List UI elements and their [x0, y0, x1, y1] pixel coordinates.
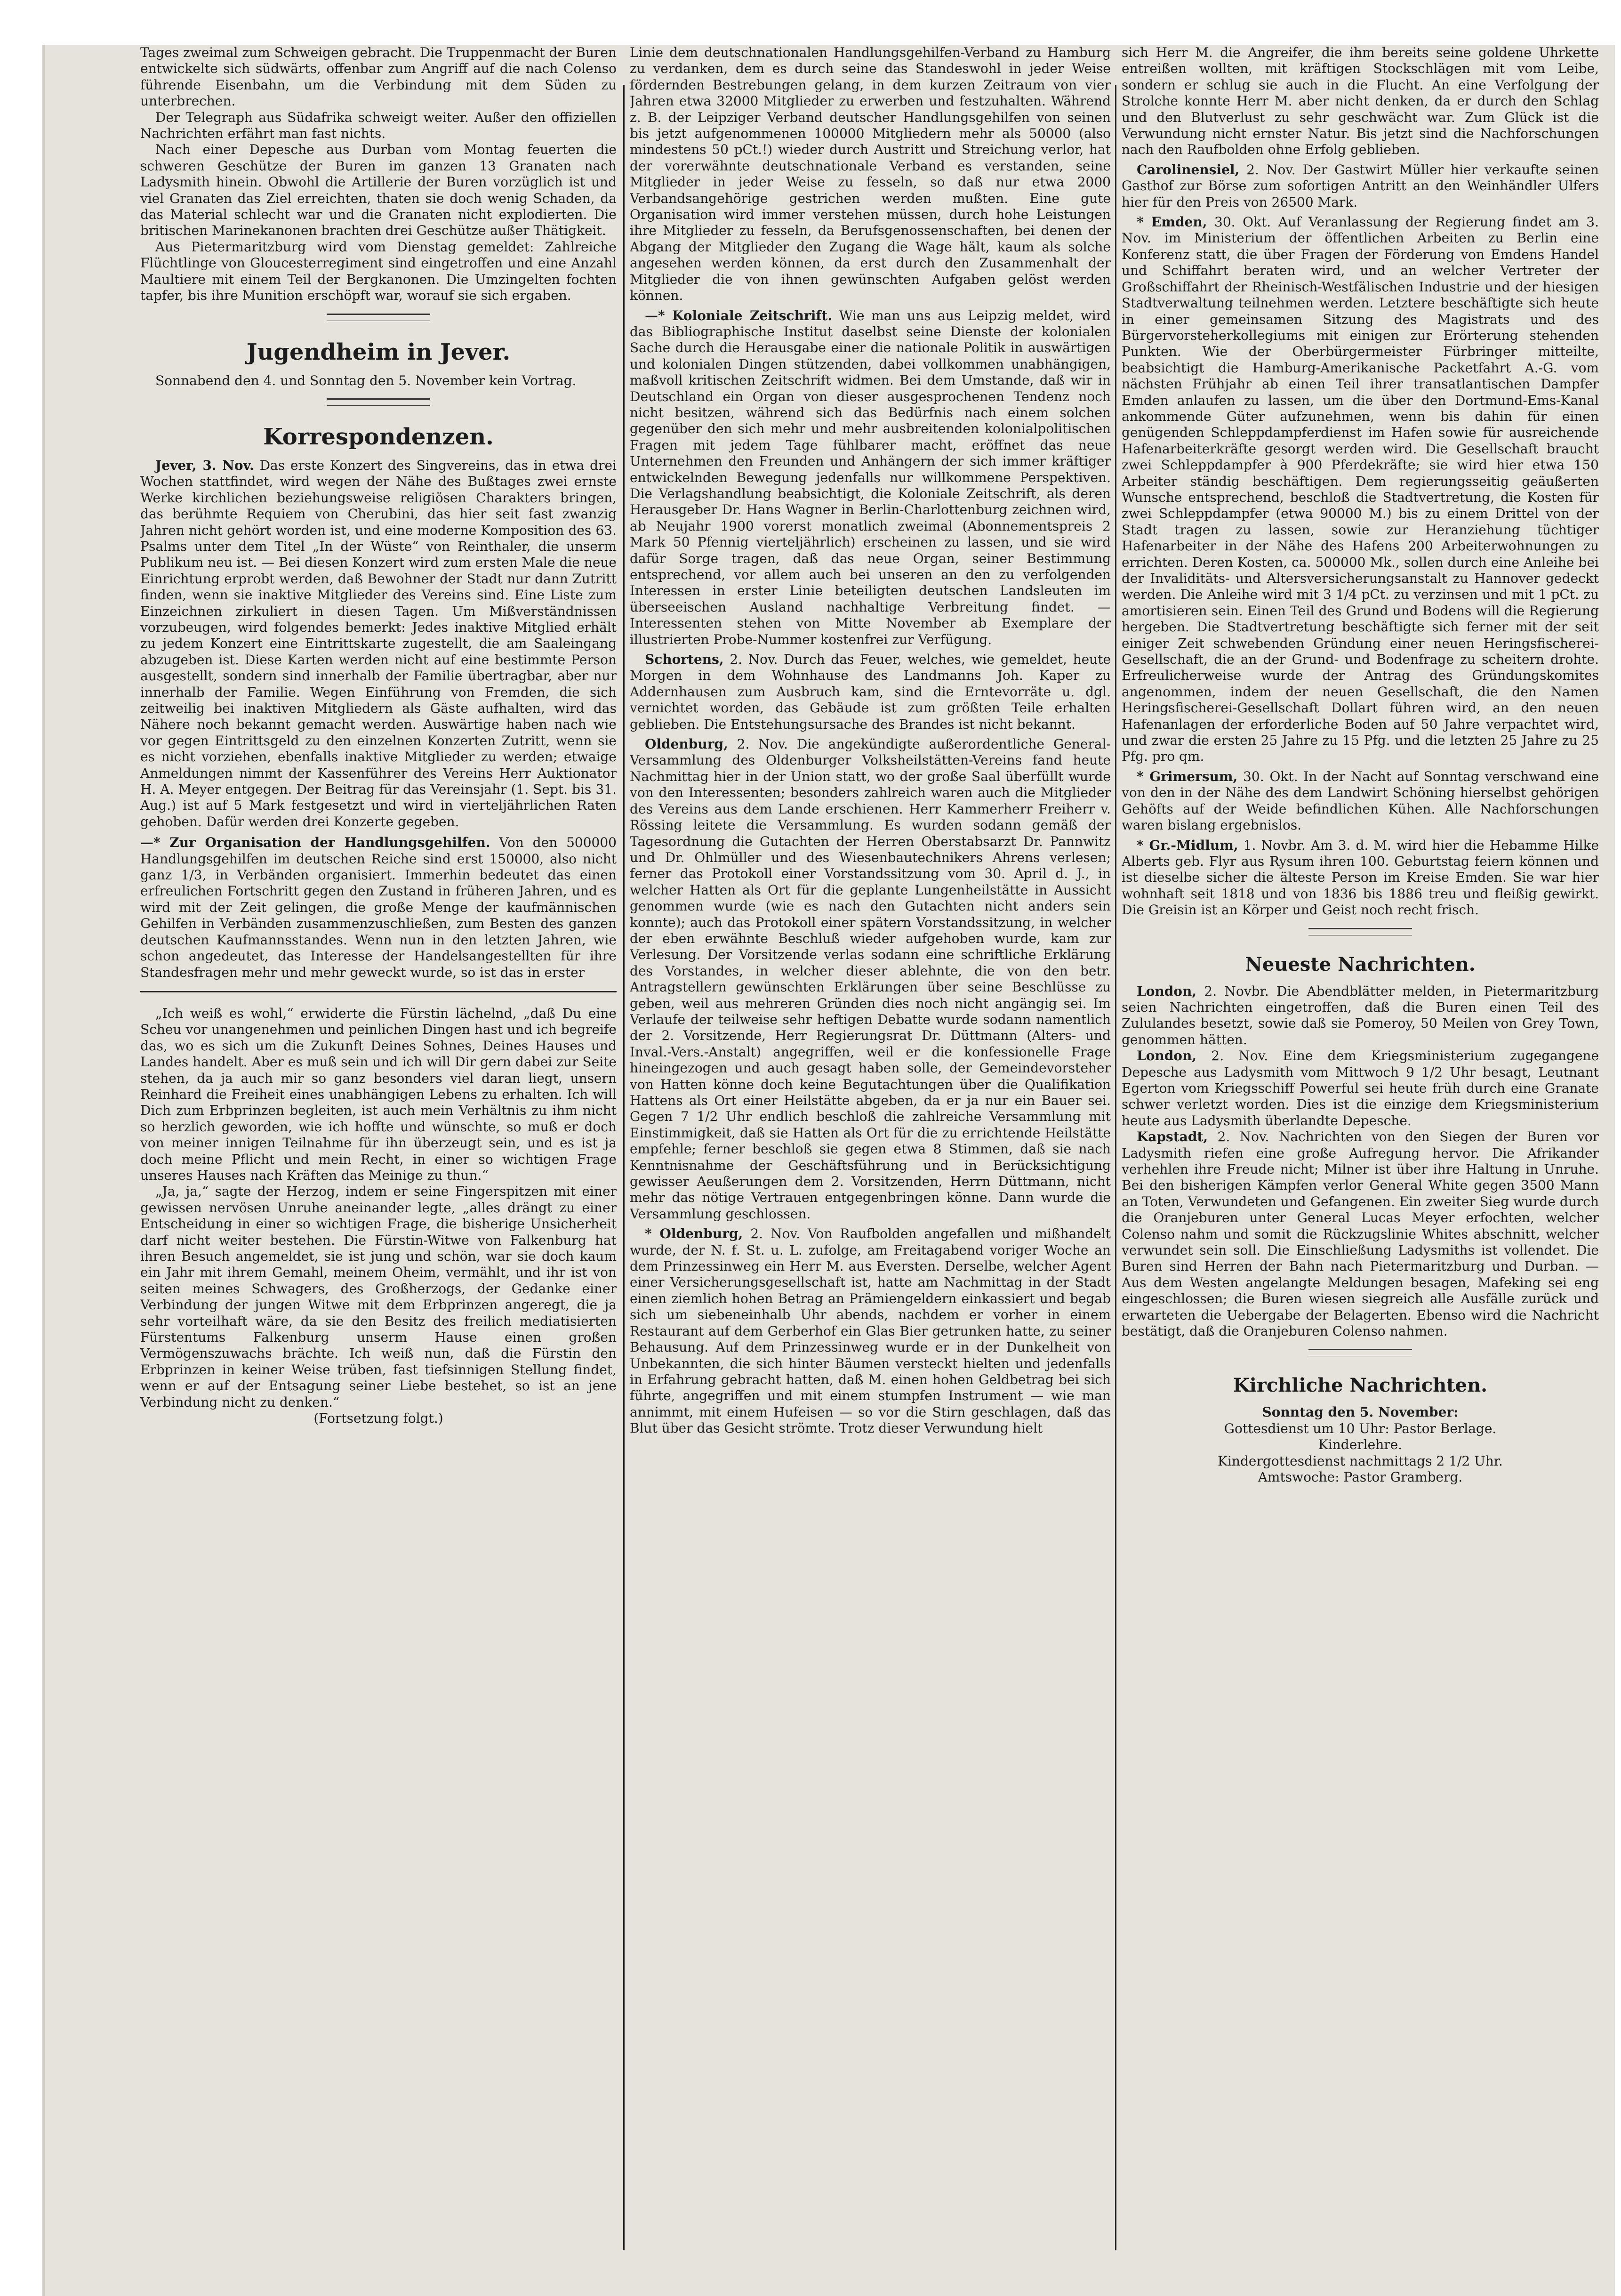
place-title: Kapstadt, [1137, 1129, 1208, 1145]
dateline: 2. Nov. [1246, 161, 1296, 177]
article-text: Aus Pietermaritzburg wird vom Dienstag gemeldet: Zahlreiche Flüchtlinge von Gloucesterregiment sind eingetroffen und eine Anzahl Maultiere mit einem Teil der Bergkanonen. Die Umzingelten fochten tapfer, bis ihre Munition erschöpft war, worauf sie sich ergaben. [140, 239, 617, 304]
article-text: In der Nacht auf Sonntag verschwand eine von den in der Nähe des dem Landwirt Schöning hierselbst gehörigen Gehöfts auf der Weide befindlichen Kühen. Alle Nachforschungen waren bislang ergebnislos. [1122, 768, 1599, 833]
column-3 [1122, 45, 1599, 1486]
article-text: Die angekündigte außerordentliche General-Versammlung des Oldenburger Volksheilstätten-Vereins fand heute Nachmittag hier in der Union statt, wo der große Saal überfüllt wurde von den Interessenten; besonders zahlreich waren auch die Mitglieder des Vereins aus dem Lande erschienen. Herr Kammerherr Freiherr v. Rössing leitete die Versammlung. Es wurden sodann gemäß der Tagesordnung die Gutachten der Herren Oberstabsarzt Dr. Pannwitz und Dr. Ohlmüller und des Wiesenbautechnikers Ahrens verlesen; ferner das Protokoll einer Vorstandssitzung vom 30. April d. J., in welcher Hatten als Ort für die geplante Lungenheilstätte in Aussicht genommen wurde (wie es nach den Gutachten nicht anders sein konnte); auch das Protokoll einer spätern Vorstandssitzung, in welcher der eben erwähnte Beschluß wieder aufgehoben wurde, kam zur Verlesung. Der Vorsitzende verlas sodann eine schriftliche Erklärung des Vorstandes, in welcher dieser ablehnte, die von den betr. Antragstellern gewünschten Erklärungen über seine Beschlüsse zu geben, weil aus mehreren Gründen dies noch nicht angängig sei. Im Verlaufe der teilweise sehr heftigen Debatte wurde sodann namentlich der 2. Vorsitzende, Herr Regierungsrat Dr. Düttmann (Alters- und Inval.-Vers.-Anstalt) angegriffen, weil er die konfessionelle Frage hineingezogen und auch gesagt haben solle, der Gemeindevorsteher von Hatten könne doch keine Begutachtungen über die Qualifikation Hattens als Ort einer Heilstätte abgeben, da er ja nur ein Bauer sei. Gegen 7 1/2 Uhr endlich beschloß die zahlreiche Versammlung mit Einstimmigkeit, daß sie Hatten als Ort für die zu errichtende Heilstätte empfehle; ferner beschloß sie gegen etwa 8 Stimmen, daß sie nach Kenntnisnahme der Geschäftsführung und in Berücksichtigung gewisser Aeußerungen dem 2. Vorsitzenden, Herrn Düttmann, nicht mehr das nötige Vertrauen entgegenbringen könne. Dann wurde die Versammlung geschlossen. [630, 736, 1111, 1222]
column-2 [630, 45, 1111, 1437]
feuilleton-text: „Ich weiß es wohl,“ erwiderte die Fürstin lächelnd, „daß Du eine Scheu vor unangenehmen und peinlichen Dingen hast und ich begreife das, wo es sich um die Zukunft Deines Sohnes, Deines Hauses und Landes handelt. Aber es muß sein und ich will Dir gern dabei zur Seite stehen, da ja auch mir so ganz besonders viel daran liegt, unsern Reinhard die Freiheit eines unabhängigen Lebens zu erhalten. Ich will Dich zum Erbprinzen begleiten, ist auch mein Verhältnis zu ihm nicht so herzlich geworden, wie ich hoffte und wünschte, so muß er doch von meiner innigen Teilnahme für ihn überzeugt sein, und es ist ja doch meine Pflicht und mein Recht, in einer so wichtigen Frage unseres Hauses nach Kräften das Meinige zu thun.“ [140, 1005, 617, 1183]
dateline: 2. Nov. [737, 736, 788, 752]
article-text: Durch das Feuer, welches, wie gemeldet, heute Morgen in dem Wohnhause des Landmanns Joh. Kaper zu Addernhausen zum Ausbruch kam, sind die Erntevorräte u. dgl. vernichtet worden, das Gebäude ist zum größten Teile erhalten geblieben. Die Entstehungsursache des Brandes ist nicht bekannt. [630, 652, 1111, 732]
article-text: Der Gastwirt Müller hier verkaufte seinen Gasthof zur Börse zum sofortigen Antritt an den Weinhändler Ulfers hier für den Preis von 26500 Mark. [1122, 161, 1599, 210]
column-rule-right [1115, 85, 1116, 2250]
article-organisation [140, 835, 617, 981]
church-kids-service: Kindergottesdienst nachmittags 2 1/2 Uhr. [1218, 1453, 1503, 1469]
place-title: Carolinensiel, [1137, 161, 1240, 177]
dateline: 2. Nov. [750, 1226, 800, 1242]
place-title: London, [1137, 983, 1197, 999]
article-text: Von Raufbolden angefallen und mißhandelt wurde, der N. f. St. u. L. zufolge, am Freitagabend voriger Woche an dem Prinzessinweg ein Herr M. aus Eversten. Derselbe, welcher Agent einer Versicherungsgesellschaft ist, hatte am Nachmittag in der Stadt einen ziemlich hohen Betrag an Prämiengeldern einkassiert und begab sich um siebeneinhalb Uhr abends, nachdem er vorher in einem Restaurant auf dem Gerberhof ein Glas Bier getrunken hatte, zu seiner Behausung. Auf dem Prinzessinweg wurde er in der Dunkelheit von Unbekannten, die sich hinter Bäumen versteckt hielten und jedenfalls in Erfahrung gebracht hatten, daß M. einen hohen Geldbetrag bei sich führte, angegriffen und mit einem stumpfen Instrument — wie man annimmt, mit einem Hufeisen — so vor die Stirn geschlagen, daß das Blut über das Gesicht strömte. Trotz dieser Verwundung hielt [630, 1226, 1111, 1436]
feuilleton-text: „Ja, ja,“ sagte der Herzog, indem er seine Fingerspitzen mit einer gewissen nervösen Unruhe aneinander legte, „alles drängt zu einer Entscheidung in einer so wichtigen Frage, die bisherige Unsicherheit darf nicht weiter bestehen. Die Fürstin-Witwe von Falkenburg hat ihren Besuch angemeldet, sie ist jung und schön, war sie doch kaum ein Jahr mit ihrem Gemahl, meinem Oheim, vermählt, und ihr ist von seiten meines Schwagers, des Großherzogs, der Gedanke einer Verbindung der jungen Witwe mit dem Erbprinzen angeregt, die ja sehr vorteilhaft wäre, da sie den Besitz des freilich mediatisierten Fürstentums Falkenburg unserm Hause einen großen Vermögenszuwachs brächte. Ich weiß nun, daß die Fürstin den Erbprinzen in keiner Weise trüben, fast tiefsinnigen Stellung findet, wenn er auf der Entsagung seiner Liebe bestehet, so ist an jene Verbindung nicht zu denken.“ [140, 1184, 617, 1410]
article-text: sich Herr M. die Angreifer, die ihm bereits seine goldene Uhrkette entreißen wollten, mit kräftigen Stockschlägen mit vom Leibe, sondern er schlug sie auch in die Flucht. An eine Verfolgung der Strolche konnte Herr M. aber nicht denken, da er durch den Schlag und den Blutverlust zu sehr geschwächt war. Zum Glück ist die Verwundung nicht ernster Natur. Bis jetzt sind die Nachforschungen nach den Raufbolden ohne Erfolg geblieben. [1122, 45, 1599, 158]
article-text: Nach einer Depesche aus Durban vom Montag feuerten die schweren Geschütze der Buren im ganzen 13 Granaten nach Ladysmith hinein. Obwohl die Artillerie der Buren vorzüglich ist und viel Granaten das Ziel erreichten, thaten sie doch wenig Schaden, da das Material schlecht war und die Granaten nicht explodierten. Die britischen Marinekanonen brachten drei Geschütze außer Thätigkeit. [140, 142, 617, 239]
section-heading-neueste-nachrichten: Neueste Nachrichten. [1245, 953, 1476, 975]
dateline: 2. Novbr. [1204, 983, 1269, 999]
notice-text: Sonnabend den 4. und Sonntag den 5. November kein Vortrag. [155, 372, 577, 388]
section-divider [327, 398, 430, 406]
article-grimersum [1122, 769, 1599, 834]
news-london-1 [1122, 983, 1599, 1048]
dateline: Jever, 3. Nov. [155, 457, 254, 473]
article-text: Auf Veranlassung der Regierung findet am 3. Nov. im Ministerium der öffentlichen Arbeiten zu Berlin eine Konferenz statt, die über Fragen der Förderung von Emdens Handel und Schiffahrt beraten wird, und an welcher Vertreter der Großschiffahrt der Rheinisch-Westfälischen Industrie und der hiesigen Stadtverwaltung teilnehmen werden. Letztere beschäftigte sich heute in einer gemeinsamen Sitzung des Magistrats und des Bürgervorsteherkollegiums mit einigen zur Erörterung stehenden Punkten. Wie der Oberbürgermeister Fürbringer mitteilte, beabsichtigt die Hamburg-Amerikanische Packetfahrt A.-G. vom nächsten Frühjahr ab einen Teil ihrer transatlantischen Dampfer Emden anlaufen zu lassen, um die über den Dortmund-Ems-Kanal ankommende Güter aufzunehmen, wenn bis dahin für einen genügenden Schleppdampferdienst im Hafen sowie für ausreichende Hafenarbeiterkräfte gesorgt werden wird. Die Gesellschaft braucht zwei Schleppdampfer à 900 Pferdekräfte; sie wird hier etwa 150 Arbeiter ständig beschäftigen. Dem regierungsseitig geäußerten Wunsche entsprechend, beschloß die Stadtvertretung, die Kosten für zwei Schleppdampfer (etwa 90000 M.) bis zu einem Drittel von der Stadt tragen zu lassen, sowie zur Heranziehung tüchtiger Hafenarbeiter in der Nähe des Hafens 200 Arbeiterwohnungen zu errichten. Deren Kosten, ca. 500000 Mk., sollen durch eine Anleihe bei der Invaliditäts- und Altersversicherungsanstalt zu Hannover gedeckt werden. Die Anleihe wird mit 3 1/4 pCt. zu verzinsen und mit 1 pCt. zu amortisieren sein. Einen Teil des Grund und Bodens will die Regierung hergeben. Die Stadtvertretung beschäftigte sich ferner mit der seit einiger Zeit schwebenden Gründung einer neuen Heringsfischerei-Gesellschaft, die an der Grund- und Bodenfrage zu scheitern drohte. Erfreulicherweise wurde der Antrag des Gründungskomites angenommen, indem der neuen Gesellschaft, die den Namen Heringsfischerei-Gesellschaft Dollart führen wird, an den neuen Hafenanlagen der erforderliche Boden auf 50 Jahre verpachtet wird, und zwar die ersten 25 Jahre zu 15 Pfg. und die letzten 25 Jahre zu 25 Pfg. pro qm. [1122, 214, 1599, 765]
dateline: 30. Okt. [1214, 214, 1271, 230]
place-title: * Grimersum, [1137, 768, 1238, 784]
place-title: Schortens, [645, 652, 724, 668]
article-emden [1122, 214, 1599, 765]
news-london-2 [1122, 1048, 1599, 1129]
article-text: Der Telegraph aus Südafrika schweigt weiter. Außer den offiziellen Nachrichten erfährt man fast nichts. [140, 109, 617, 142]
article-oldenburg-2 [630, 1226, 1111, 1436]
column-rule-left [623, 85, 625, 2250]
article-gr-midlum [1122, 838, 1599, 918]
place-title: * Oldenburg, [645, 1226, 743, 1242]
article-text: Die Abendblätter melden, in Pietermaritzburg seien Nachrichten eingetroffen, daß die Buren einen Teil des Zululandes besetzt, sowie daß sie Pomeroy, 50 Meilen von Grey Town, genommen hätten. [1122, 983, 1599, 1047]
section-divider [1308, 1349, 1412, 1356]
church-service: Gottesdienst um 10 Uhr: Pastor Berlage. [1224, 1420, 1497, 1436]
dateline: 2. Nov. [730, 652, 778, 668]
continuation-note: (Fortsetzung folgt.) [313, 1410, 443, 1426]
section-divider [1308, 928, 1412, 935]
section-divider [327, 314, 430, 321]
place-title: Oldenburg, [645, 736, 728, 752]
article-text: Das erste Konzert des Singvereins, das in etwa drei Wochen stattfindet, wird wegen der Nähe des Bußtages zwei ernste Werke kirchlichen beziehungsweise religiösen Charakters bringen, das berühmte Requiem von Cherubini, das hier seit fast zwanzig Jahren nicht gehört worden ist, und eine moderne Komposition des 63. Psalms unter dem Titel „In der Wüste“ von Reinthaler, die unserm Publikum neu ist. — Bei diesen Konzert wird zum ersten Male die neue Einrichtung erprobt werden, daß Bewohner der Stadt nur dann Zutritt finden, wenn sie inaktive Mitglieder des Vereins sind. Eine Liste zum Einzeichnen zirkuliert in diesen Tagen. Um Mißverständnissen vorzubeugen, wird folgendes bemerkt: Jedes inaktive Mitglied erhält zu jedem Konzert eine Eintrittskarte zugestellt, die am Saaleingang abzugeben ist. Diese Karten werden nicht auf eine bestimmte Person ausgestellt, sondern sind innerhalb der Familie übertragbar, aber nur innerhalb der Familie. Wegen Einführung von Fremden, die sich zeitweilig bei inaktiven Mitgliedern als Gäste aufhalten, wird das Nähere noch bekannt gemacht werden. Auswärtige haben nach wie vor gegen Eintrittsgeld zu den einzelnen Konzerten Zutritt, wenn sie es nicht vorziehen, ebenfalls inaktive Mitglieder zu werden; etwaige Anmeldungen nimmt der Kassenführer des Vereins Herr Auktionator H. A. Meyer entgegen. Der Beitrag für das Vereinsjahr (1. Sept. bis 31. Aug.) ist auf 5 Mark festgesetzt und wird in vierteljährlichen Raten gehoben. Dafür werden drei Konzerte gegeben. [140, 457, 617, 830]
place-title: * Gr.-Midlum, [1137, 837, 1238, 853]
church-sunday: Sonntag den 5. November: [1262, 1404, 1459, 1420]
article-text: Nachrichten von den Siegen der Buren vor Ladysmith riefen eine große Aufregung hervor. Die Afrikander verhehlen ihre Freude nicht; Milner ist über ihre Haltung in Unruhe. Bei den bisherigen Kämpfen verlor General White gegen 3500 Mann an Toten, Verwundeten und Gefangenen. Ein zweiter Sieg wurde durch die Oranjeburen unter General Lucas Meyer erfochten, welcher Colenso nahm und somit die Rückzugslinie Whites abschnitt, welcher verwundet sein soll. Die Einschließung Ladysmiths ist vollendet. Die Buren sind Herren der Bahn nach Pietermaritzburg und Durban. — Aus dem Westen angelangte Meldungen besagen, Mafeking sei eng eingeschlossen; die Buren wiesen siegreich alle Ausfälle zurück und erwarteten die Uebergabe der Belagerten. Ebenso wird die Nachricht bestätigt, daß die Oranjeburen Colenso nahmen. [1122, 1129, 1599, 1339]
article-text: Am 3. d. M. wird hier die Hebamme Hilke Alberts geb. Flyr aus Rysum ihren 100. Geburtstag feiern können und ist dieselbe sicher die älteste Person im Kreise Emden. Sie war hier wohnhaft seit 1818 und von 1836 bis 1886 treu und fleißig gewirkt. Die Greisin ist an Körper und Geist noch recht frisch. [1122, 837, 1599, 918]
church-duty-week: Amtswoche: Pastor Gramberg. [1258, 1469, 1463, 1485]
news-kapstadt [1122, 1129, 1599, 1339]
article-text: Eine dem Kriegsministerium zugegangene Depesche aus Ladysmith vom Mittwoch 9 1/2 Uhr besagt, Leutnant Egerton vom Kriegsschiff Powerful sei heute früh durch eine Granate schwer verletzt worden. Dies ist die einzige dem Kriegsministerium heute aus Ladysmith überlandte Depesche. [1122, 1048, 1599, 1128]
article-text: Von den 500000 Handlungsgehilfen im deutschen Reiche sind erst 150000, also nicht ganz 1/3, in Verbänden organisiert. Immerhin bedeutet das einen erfreulichen Fortschritt gegen den Zustand in früheren Jahren, und es wird mit der Zeit gelingen, die große Menge der kaufmännischen Gehilfen in Verbänden zusammenzuschließen, zum Besten des ganzen deutschen Kaufmannsstandes. Wenn nun in den letzten Jahren, wie schon angedeutet, das Interesse der Handelsangestellten für ihre Standesfragen mehr und mehr geweckt wurde, so ist das in erster [140, 835, 617, 980]
article-text: Tages zweimal zum Schweigen gebracht. Die Truppenmacht der Buren entwickelte sich südwärts, offenbar zum Angriff auf die nach Colenso führende Eisenbahn, um die Verbindung mit dem Süden zu unterbrechen. [140, 45, 617, 109]
section-heading-jugendheim: Jugendheim in Jever. [246, 338, 511, 365]
section-heading-korrespondenzen: Korrespondenzen. [263, 423, 494, 450]
column-1 [140, 45, 617, 1426]
dateline: 1. Novbr. [1243, 837, 1306, 853]
section-heading-kirchliche-nachrichten: Kirchliche Nachrichten. [1233, 1374, 1488, 1397]
dateline: 30. Okt. [1243, 768, 1298, 784]
place-title: London, [1137, 1048, 1197, 1064]
article-carolinensiel [1122, 162, 1599, 210]
feuilleton-rule [140, 991, 617, 992]
article-title: —* Zur Organisation der Handlungsgehilfen. [140, 835, 490, 851]
dateline: 2. Nov. [1211, 1048, 1268, 1064]
church-lesson: Kinderlehre. [1318, 1437, 1403, 1453]
dateline: 2. Nov. [1217, 1129, 1269, 1145]
place-title: * Emden, [1137, 214, 1207, 230]
article-koloniale-zeitschrift [630, 308, 1111, 648]
article-title: —* Koloniale Zeitschrift. [645, 307, 833, 323]
article-oldenburg-1 [630, 736, 1111, 1222]
article-jever [140, 458, 617, 830]
article-schortens [630, 652, 1111, 733]
article-text: Linie dem deutschnationalen Handlungsgehilfen-Verband zu Hamburg zu verdanken, dem es durch seine das Standeswohl in jeder Weise fördernden Bestrebungen gelang, in dem kurzen Zeitraum von vier Jahren etwa 32000 Mitglieder zu erwerben und festzuhalten. Während z. B. der Leipziger Verband deutscher Handlungsgehilfen von seinen bis jetzt aufgenommenen 100000 Mitgliedern mehr als 50000 (also mindestens 50 pCt.!) wieder durch Austritt und Streichung verlor, hat der vorerwähnte deutschnationale Verband es verstanden, seine Mitglieder in jeder Weise zu fesseln, so daß nur etwa 2000 Verbandsangehörige gestrichen werden mußten. Eine gute Organisation wird immer verstehen müssen, durch hohe Leistungen ihre Mitglieder zu fesseln, da Berufsgenossenschaften, bei denen der Abgang der Mitglieder den Zugang die Wage hält, kaum als solche angesehen werden können, da erst durch den Zusammenhalt der Mitglieder die von ihnen gewünschten Aufgaben gelöst werden können. [630, 45, 1111, 304]
article-text: Wie man uns aus Leipzig meldet, wird das Bibliographische Institut daselbst seine Dienste der kolonialen Sache durch die Herausgabe einer die nationale Politik in auswärtigen und kolonialen Dingen stützenden, dabei vollkommen unabhängigen, maßvoll kritischen Zeitschrift widmen. Bei dem Umstande, daß wir in Deutschland ein Organ von dieser ausgesprochenen Tendenz noch nicht besitzen, während sich das Bedürfnis nach einem solchen gegenüber den sich mehr und mehr ausbreitenden kolonialpolitischen Fragen mit jedem Tage fühlbarer macht, eröffnet das neue Unternehmen den Freunden und Anhängern der sich immer kräftiger entwickelnden Bewegung jedenfalls nur willkommene Perspektiven. Die Verlagshandlung beabsichtigt, die Koloniale Zeitschrift, als deren Herausgeber Dr. Hans Wagner in Berlin-Charlottenburg zeichnen wird, ab Neujahr 1900 vorerst monatlich zweimal (Abonnementspreis 2 Mark 50 Pfennig vierteljährlich) erscheinen zu lassen, und sie wird dafür Sorge tragen, daß das neue Organ, seiner Bestimmung entsprechend, vor allem auch bei unseren an den zu verfolgenden Interessen in erster Linie beteiligten deutschen Landsleuten im überseeischen Ausland nachhaltige Verbreitung findet. — Interessenten stehen von Mitte November ab Exemplare der illustrierten Probe-Nummer kostenfrei zur Verfügung. [630, 307, 1111, 647]
